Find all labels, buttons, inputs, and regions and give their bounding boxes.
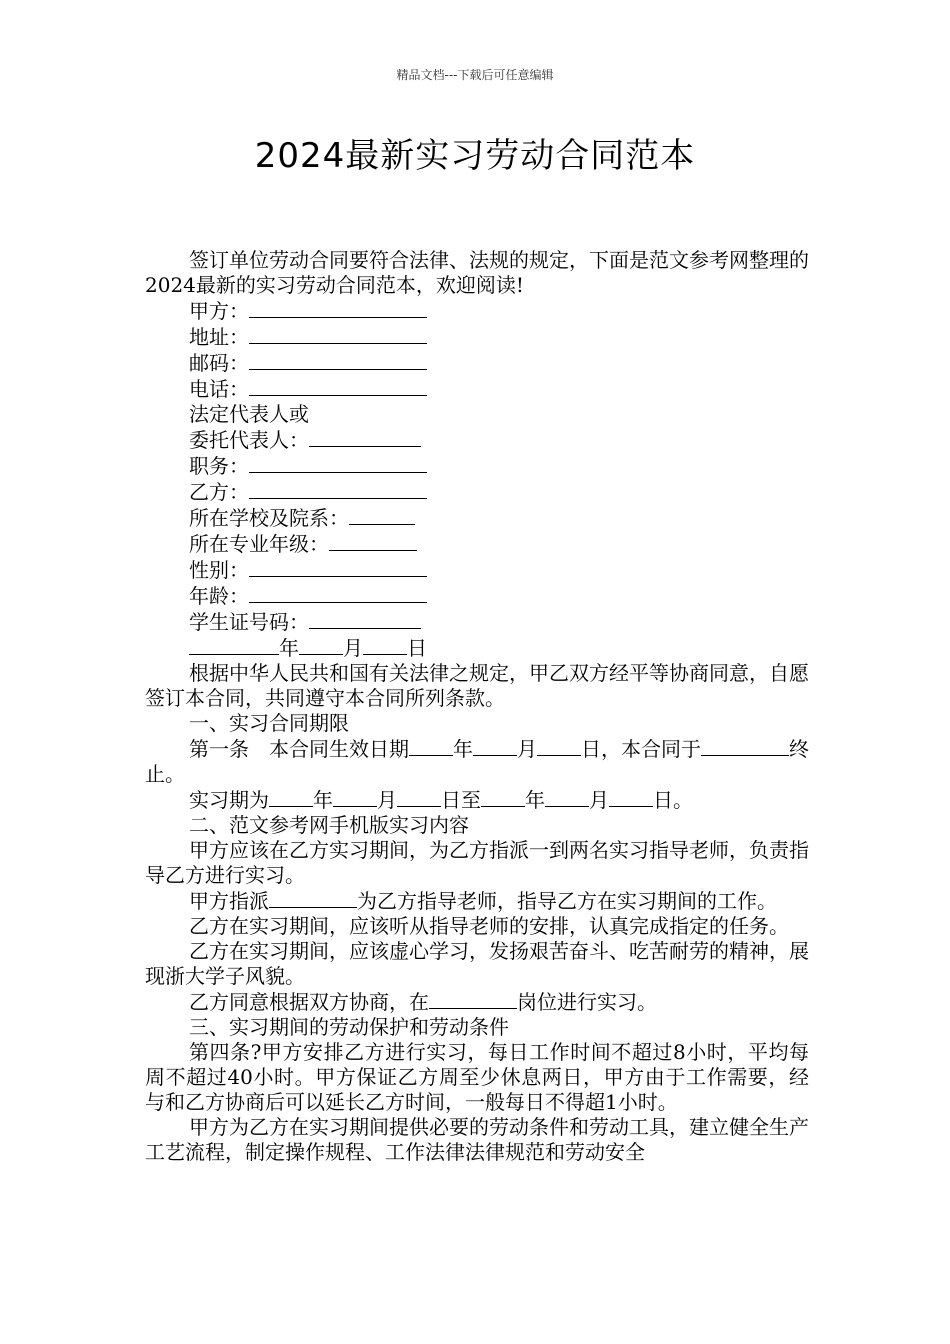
page-header: 精品文档---下载后可任意编辑	[396, 68, 554, 82]
date-day-label: 日	[407, 636, 427, 660]
field-label: 性别：	[189, 558, 249, 582]
blank-line	[537, 736, 581, 756]
blank-line	[409, 736, 453, 756]
section-2-paragraph-1: 甲方应该在乙方实习期间，为乙方指派一到两名实习指导老师，负责指导乙方进行实习。	[145, 838, 809, 887]
field-position	[145, 453, 809, 479]
section-3-heading: 三、实习期间的劳动保护和劳动条件	[189, 1015, 509, 1039]
text-run: 终止。	[145, 737, 809, 786]
field-label: 地址：	[189, 325, 249, 349]
field-major	[145, 531, 809, 557]
field-label: 所在学校及院系：	[189, 506, 349, 530]
text-run: 日。	[653, 788, 693, 812]
blank-line	[299, 635, 343, 655]
agreement-paragraph: 根据中华人民共和国有关法律之规定，甲乙双方经平等协商同意，自愿签订本合同，共同遵守本合同所列条款。	[145, 661, 809, 710]
document-body	[145, 248, 809, 1165]
blank-line	[189, 635, 279, 655]
field-student-id	[145, 609, 809, 635]
blank-line	[363, 635, 407, 655]
blank-line	[473, 736, 517, 756]
blank-line	[349, 505, 415, 525]
text-run: 月	[517, 737, 537, 761]
internship-period-line	[145, 787, 809, 813]
section-3-paragraph-2: 甲方为乙方在实习期间提供必要的劳动条件和劳动工具，建立健全生产工艺流程，制定操作规程、工作法律法律规范和劳动安全	[145, 1115, 809, 1164]
blank-line	[429, 989, 517, 1009]
text-run: 甲方指派	[189, 889, 269, 913]
text-run: 年	[313, 788, 333, 812]
blank-line	[249, 453, 427, 473]
field-label: 邮码：	[189, 351, 249, 375]
field-label: 年龄：	[189, 584, 249, 608]
article-1-paragraph	[145, 736, 809, 787]
text-run: 月	[589, 788, 609, 812]
blank-line	[269, 787, 313, 807]
blank-line	[269, 888, 357, 908]
field-label: 学生证号码：	[189, 610, 309, 634]
text-run: 乙方同意根据双方协商，在	[189, 990, 429, 1014]
field-label: 甲方：	[189, 299, 249, 323]
text-run: 实习期为	[189, 788, 269, 812]
field-phone	[145, 376, 809, 402]
field-age	[145, 583, 809, 609]
blank-line	[249, 479, 427, 499]
text-run: 月	[377, 788, 397, 812]
blank-line	[757, 736, 789, 756]
field-label: 电话：	[189, 377, 249, 401]
blank-line	[249, 350, 427, 370]
field-label: 职务：	[189, 454, 249, 478]
field-label: 委托代表人：	[189, 428, 309, 452]
text-run: 日至	[441, 788, 481, 812]
text-run: 年	[525, 788, 545, 812]
section-3-paragraph-1: 第四条?甲方安排乙方进行实习，每日工作时间不超过8小时，平均每周不超过40小时。甲方保证乙方周至少休息两日，甲方由于工作需要，经与和乙方协商后可以延长乙方时间，一般每日不得超1小时。	[145, 1040, 809, 1114]
field-postcode	[145, 350, 809, 376]
date-line	[145, 635, 809, 661]
blank-line	[309, 427, 421, 447]
field-address	[145, 324, 809, 350]
blank-line	[481, 787, 525, 807]
date-year-label: 年	[279, 636, 299, 660]
section-2-paragraph-5	[145, 989, 809, 1015]
blank-line	[545, 787, 589, 807]
blank-line	[329, 531, 417, 551]
section-2-heading: 二、范文参考网手机版实习内容	[189, 813, 469, 837]
field-party-b	[145, 479, 809, 505]
blank-line	[333, 787, 377, 807]
blank-line	[701, 736, 757, 756]
blank-line	[249, 557, 427, 577]
date-month-label: 月	[343, 636, 363, 660]
text-run: 日，本合同于	[581, 737, 701, 761]
document-title: 2024最新实习劳动合同范本	[254, 136, 696, 176]
section-2-paragraph-4: 乙方在实习期间，应该虚心学习，发扬艰苦奋斗、吃苦耐劳的精神，展现浙大学子风貌。	[145, 939, 809, 988]
field-legal-rep	[145, 402, 809, 427]
intro-paragraph: 签订单位劳动合同要符合法律、法规的规定，下面是范文参考网整理的2024最新的实习劳动合同范本，欢迎阅读!	[145, 248, 809, 297]
field-agent	[145, 427, 809, 453]
blank-line	[249, 298, 427, 318]
blank-line	[249, 583, 427, 603]
blank-line	[397, 787, 441, 807]
blank-line	[249, 376, 427, 396]
section-1-heading: 一、实习合同期限	[189, 711, 349, 735]
text-run: 第一条 本合同生效日期	[189, 737, 409, 761]
field-label: 法定代表人或	[189, 402, 309, 426]
field-school	[145, 505, 809, 531]
section-2-paragraph-2	[145, 888, 809, 914]
text-run: 为乙方指导老师，指导乙方在实习期间的工作。	[357, 889, 777, 913]
blank-line	[609, 787, 653, 807]
blank-line	[249, 324, 427, 344]
section-2-paragraph-3: 乙方在实习期间，应该听从指导老师的安排，认真完成指定的任务。	[189, 914, 789, 938]
blank-line	[309, 609, 421, 629]
field-label: 乙方：	[189, 480, 249, 504]
text-run: 年	[453, 737, 473, 761]
field-gender	[145, 557, 809, 583]
text-run: 岗位进行实习。	[517, 990, 657, 1014]
field-label: 所在专业年级：	[189, 532, 329, 556]
field-party-a	[145, 298, 809, 324]
